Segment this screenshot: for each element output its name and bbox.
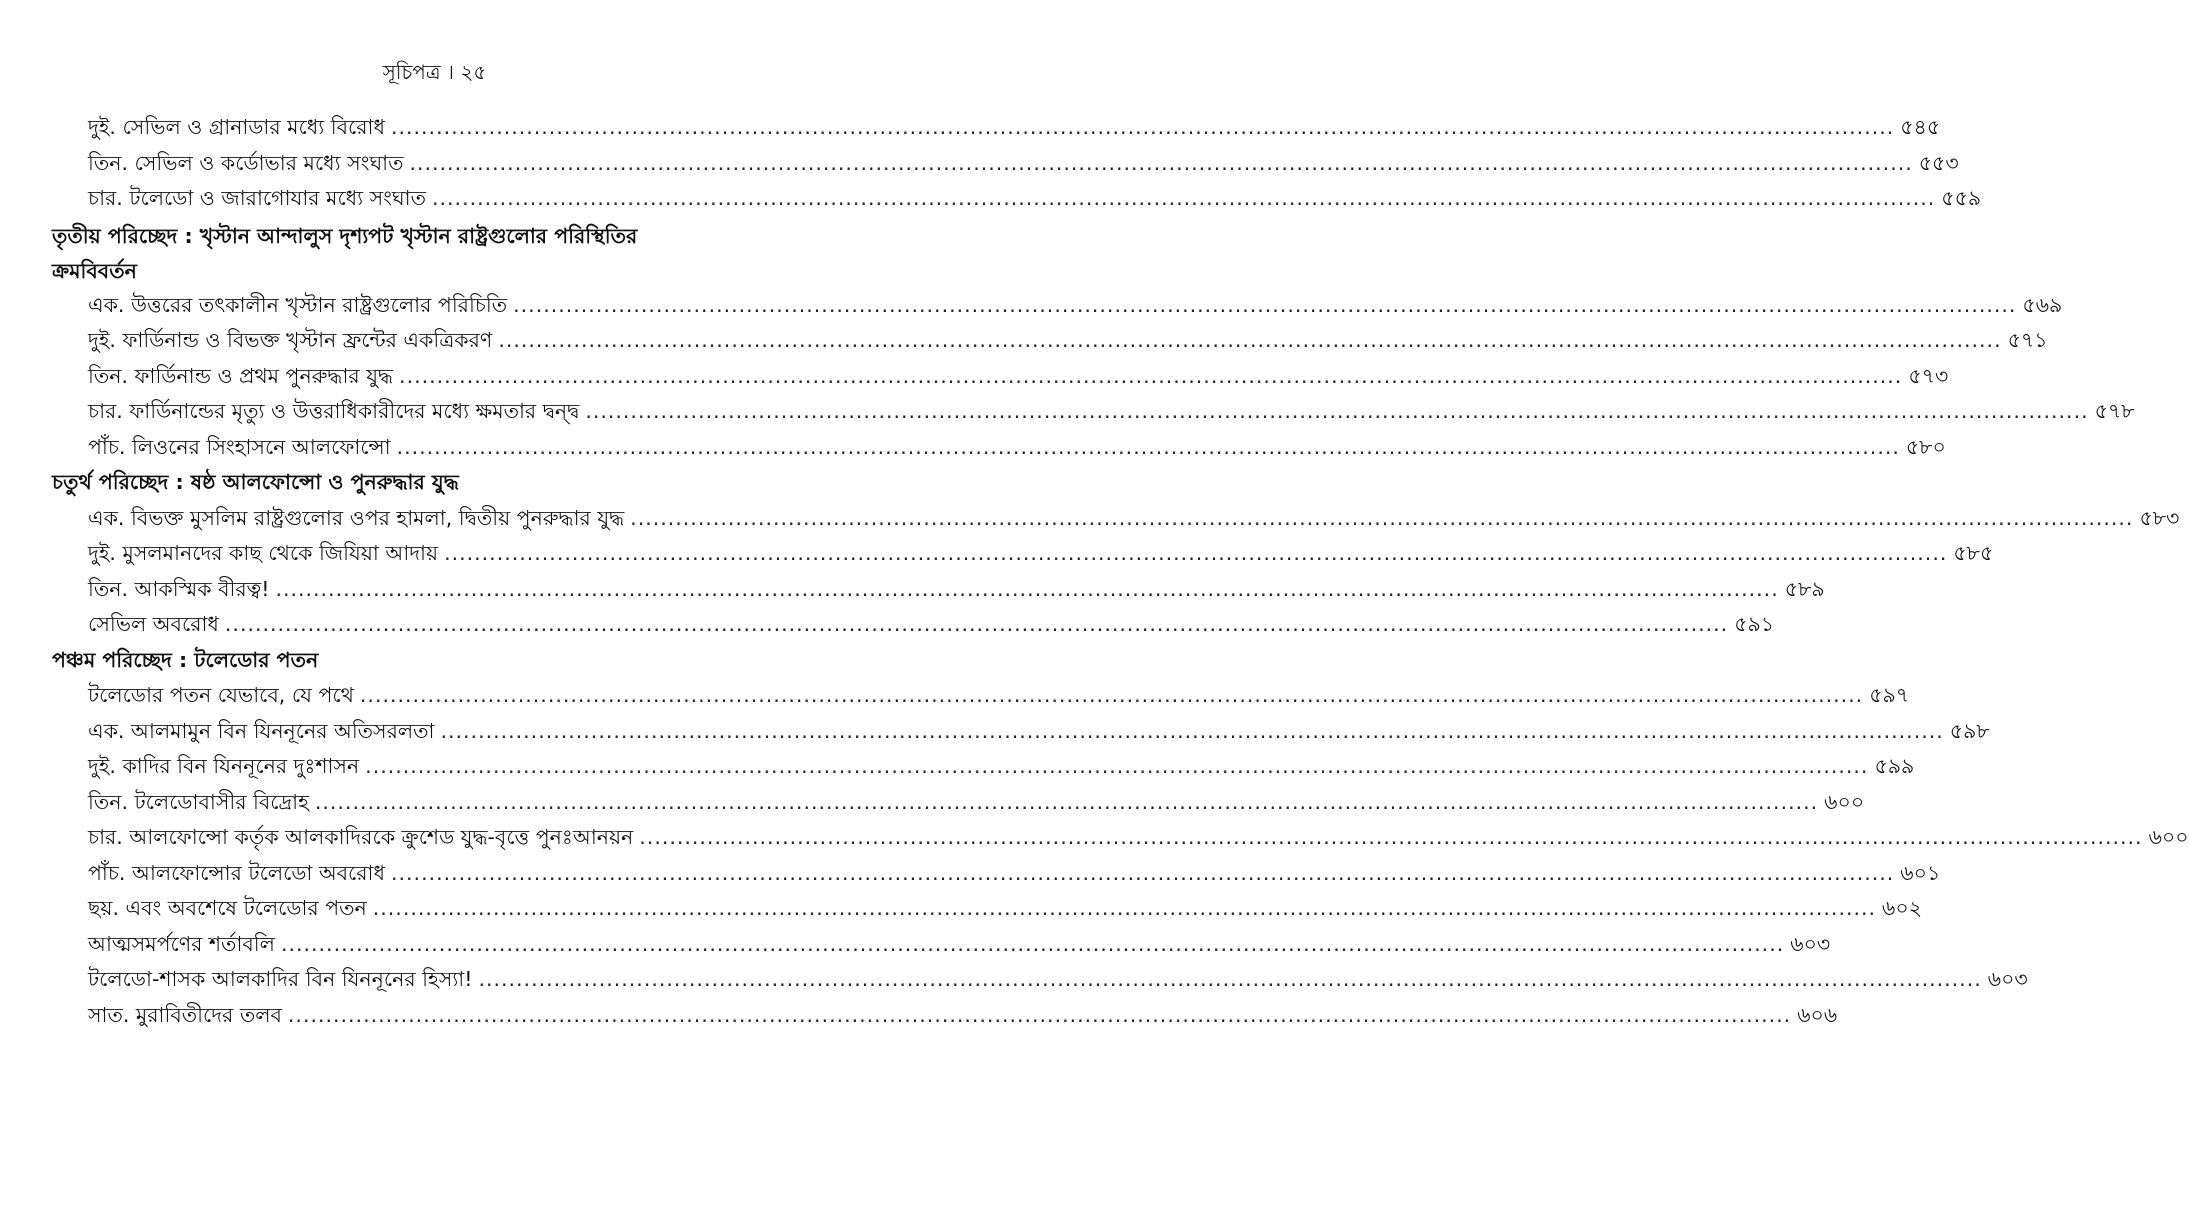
dot-leader: ........................................................................................................................................................................................................ bbox=[440, 718, 1944, 743]
toc-entry-page-number: ৫৮৯ bbox=[1784, 576, 1825, 601]
toc-entry-title: দুই. কাদির বিন যিননূনের দুঃশাসন bbox=[88, 754, 360, 778]
toc-entry-page-number: ৫৭৩ bbox=[1908, 363, 1949, 388]
dot-leader: ........................................................................................................................................................................................................ bbox=[399, 363, 1903, 388]
dot-leader: ........................................................................................................................................................................................................ bbox=[275, 576, 1779, 601]
chapter-heading-4 bbox=[0, 467, 869, 503]
toc-entry-title: দুই. ফার্ডিনান্ড ও বিভক্ত খৃস্টান ফ্রন্টের একত্রিকরণ bbox=[88, 328, 493, 352]
toc-entry-title: সেভিল অবরোধ bbox=[88, 612, 219, 636]
toc-entry-title: তিন. সেভিল ও কর্ডোভার মধ্যে সংঘাত bbox=[88, 150, 404, 175]
toc-entry-title: সাত. মুরাবিতীদের তলব bbox=[88, 1002, 282, 1027]
toc-entry bbox=[0, 893, 1923, 929]
toc-entry bbox=[0, 609, 1775, 645]
dot-leader: ........................................................................................................................................................................................................ bbox=[409, 150, 1913, 175]
chapter-heading-line: পঞ্চম পরিচ্ছেদ : টলেডোর পতন bbox=[52, 647, 319, 672]
toc-entry-title: চার. টলেডো ও জারাগোযার মধ্যে সংঘাত bbox=[88, 186, 426, 210]
toc-entry bbox=[0, 716, 1990, 752]
toc-list bbox=[0, 112, 2189, 1035]
dot-leader: ........................................................................................................................................................................................................ bbox=[585, 399, 2089, 423]
dot-leader: ........................................................................................................................................................................................................ bbox=[639, 825, 2143, 849]
toc-entry-page-number: ৬০৩ bbox=[1987, 967, 2028, 991]
toc-entry-title: তিন. ফার্ডিনান্ড ও প্রথম পুনরুদ্ধার যুদ্ধ bbox=[88, 363, 394, 388]
toc-entry-page-number: ৫৯১ bbox=[1734, 612, 1775, 636]
toc-entry-title: আত্মসমর্পণের শর্তাবলি bbox=[88, 931, 275, 956]
toc-entry-page-number: ৬০০ bbox=[2148, 825, 2189, 849]
toc-entry-title: এক. বিভক্ত মুসলিম রাষ্ট্রগুলোর ওপর হামলা, দ্বিতীয় পুনরুদ্ধার যুদ্ধ bbox=[88, 505, 625, 530]
toc-entry-title: টলেডো-শাসক আলকাদির বিন যিননূনের হিস্যা! bbox=[88, 967, 473, 991]
toc-entry-page-number: ৬০৬ bbox=[1797, 1002, 1838, 1027]
toc-entry-title: পাঁচ. আলফোন্সোর টলেডো অবরোধ bbox=[88, 860, 385, 885]
toc-entry-page-number: ৫৫৩ bbox=[1918, 150, 1959, 175]
toc-entry-page-number: ৫৬৯ bbox=[2022, 292, 2063, 317]
toc-entry-page-number: ৫৮৫ bbox=[1953, 541, 1994, 565]
toc-entry bbox=[0, 183, 1982, 219]
dot-leader: ........................................................................................................................................................................................................ bbox=[396, 434, 1900, 459]
toc-entry bbox=[0, 858, 1941, 894]
toc-entry-title: পাঁচ. লিওনের সিংহাসনে আলফোন্সো bbox=[88, 434, 391, 459]
chapter-heading-5 bbox=[0, 645, 869, 681]
toc-entry bbox=[0, 680, 1910, 716]
dot-leader: ........................................................................................................................................................................................................ bbox=[365, 754, 1869, 778]
entry-group-chapter2 bbox=[0, 112, 1982, 219]
toc-entry-title: তিন. আকস্মিক বীরত্ব! bbox=[88, 576, 270, 601]
toc-entry bbox=[0, 361, 1949, 397]
toc-entry-title: এক. আলমামুন বিন যিননূনের অতিসরলতা bbox=[88, 718, 435, 743]
dot-leader: ........................................................................................................................................................................................................ bbox=[280, 931, 1785, 956]
toc-entry bbox=[0, 503, 2180, 539]
toc-entry-page-number: ৬০০ bbox=[1824, 789, 1865, 814]
toc-entry-title: টলেডোর পতন যেভাবে, যে পথে bbox=[88, 683, 354, 707]
toc-entry bbox=[0, 929, 1831, 965]
toc-entry bbox=[0, 538, 1994, 574]
toc-entry-page-number: ৫৪৫ bbox=[1900, 115, 1941, 139]
dot-leader: ........................................................................................................................................................................................................ bbox=[498, 328, 2002, 352]
toc-entry-page-number: ৬০২ bbox=[1882, 896, 1923, 920]
toc-entry bbox=[0, 787, 1865, 823]
toc-entry-page-number: ৫৫৯ bbox=[1941, 186, 1982, 210]
toc-entry-title: চার. ফার্ডিনান্ডের মৃত্যু ও উত্তরাধিকারীদের মধ্যে ক্ষমতার দ্বন্দ্ব bbox=[88, 399, 580, 423]
toc-entry bbox=[0, 432, 1946, 468]
toc-entry-page-number: ৫৯৭ bbox=[1869, 683, 1910, 707]
toc-entry-title: ছয়. এবং অবশেষে টলেডোর পতন bbox=[88, 896, 367, 920]
toc-entry-title: দুই. মুসলমানদের কাছ থেকে জিযিয়া আদায় bbox=[88, 541, 439, 565]
dot-leader: ........................................................................................................................................................................................................ bbox=[359, 683, 1864, 707]
dot-leader: ........................................................................................................................................................................................................ bbox=[314, 789, 1819, 814]
toc-entry-title: দুই. সেভিল ও গ্রানাডার মধ্যে বিরোধ bbox=[88, 115, 385, 139]
toc-entry-page-number: ৫৮৩ bbox=[2139, 505, 2180, 530]
toc-entry bbox=[0, 325, 2048, 361]
toc-entry-page-number: ৬০৩ bbox=[1790, 931, 1831, 956]
toc-entry-page-number: ৫৭১ bbox=[2007, 328, 2048, 352]
dot-leader: ........................................................................................................................................................................................................ bbox=[224, 612, 1729, 636]
toc-entry-page-number: ৫৮০ bbox=[1905, 434, 1946, 459]
toc-entry bbox=[0, 574, 1825, 610]
toc-entry-page-number: ৫৯৮ bbox=[1949, 718, 1990, 743]
dot-leader: ........................................................................................................................................................................................................ bbox=[444, 541, 1948, 565]
toc-entry bbox=[0, 290, 2063, 326]
chapter-heading-line: চতুর্থ পরিচ্ছেদ : ষষ্ঠ আলফোন্সো ও পুনরুদ্ধার যুদ্ধ bbox=[52, 470, 459, 494]
page-header: সূচিপত্র । ২৫ bbox=[382, 60, 487, 84]
toc-entry bbox=[0, 148, 1959, 184]
toc-entry bbox=[0, 751, 1915, 787]
toc-entry-page-number: ৫৭৮ bbox=[2094, 399, 2135, 423]
dot-leader: ........................................................................................................................................................................................................ bbox=[390, 115, 1895, 139]
toc-entry-title: তিন. টলেডোবাসীর বিদ্রোহ bbox=[88, 789, 309, 814]
toc-entry-title: চার. আলফোন্সো কর্তৃক আলকাদিরকে ক্রুশেড যুদ্ধ-বৃত্তে পুনঃআনয়ন bbox=[88, 825, 634, 849]
dot-leader: ........................................................................................................................................................................................................ bbox=[478, 967, 1982, 991]
entry-group-chapter4 bbox=[0, 503, 2180, 645]
dot-leader: ........................................................................................................................................................................................................ bbox=[287, 1002, 1792, 1027]
toc-entry bbox=[0, 822, 2189, 858]
entry-group-chapter5 bbox=[0, 680, 2189, 1035]
toc-entry bbox=[0, 1000, 1838, 1036]
toc-entry bbox=[0, 112, 1941, 148]
chapter-heading-3 bbox=[0, 219, 822, 290]
chapter-heading-line: তৃতীয় পরিচ্ছেদ : খৃস্টান আন্দালুস দৃশ্যপট খৃস্টান রাষ্ট্রগুলোর পরিস্থিতির bbox=[52, 223, 638, 248]
toc-entry bbox=[0, 964, 2028, 1000]
toc-entry-page-number: ৬০১ bbox=[1900, 860, 1941, 885]
entry-group-chapter3 bbox=[0, 290, 2135, 468]
dot-leader: ........................................................................................................................................................................................................ bbox=[372, 896, 1877, 920]
dot-leader: ........................................................................................................................................................................................................ bbox=[391, 860, 1895, 885]
toc-entry-page-number: ৫৯৯ bbox=[1874, 754, 1915, 778]
toc-entry-title: এক. উত্তরের তৎকালীন খৃস্টান রাষ্ট্রগুলোর পরিচিতি bbox=[88, 292, 508, 317]
dot-leader: ........................................................................................................................................................................................................ bbox=[432, 186, 1936, 210]
dot-leader: ........................................................................................................................................................................................................ bbox=[513, 292, 2017, 317]
toc-entry bbox=[0, 396, 2135, 432]
chapter-heading-line: ক্রমবিবর্তন bbox=[52, 259, 137, 283]
dot-leader: ........................................................................................................................................................................................................ bbox=[630, 505, 2134, 530]
